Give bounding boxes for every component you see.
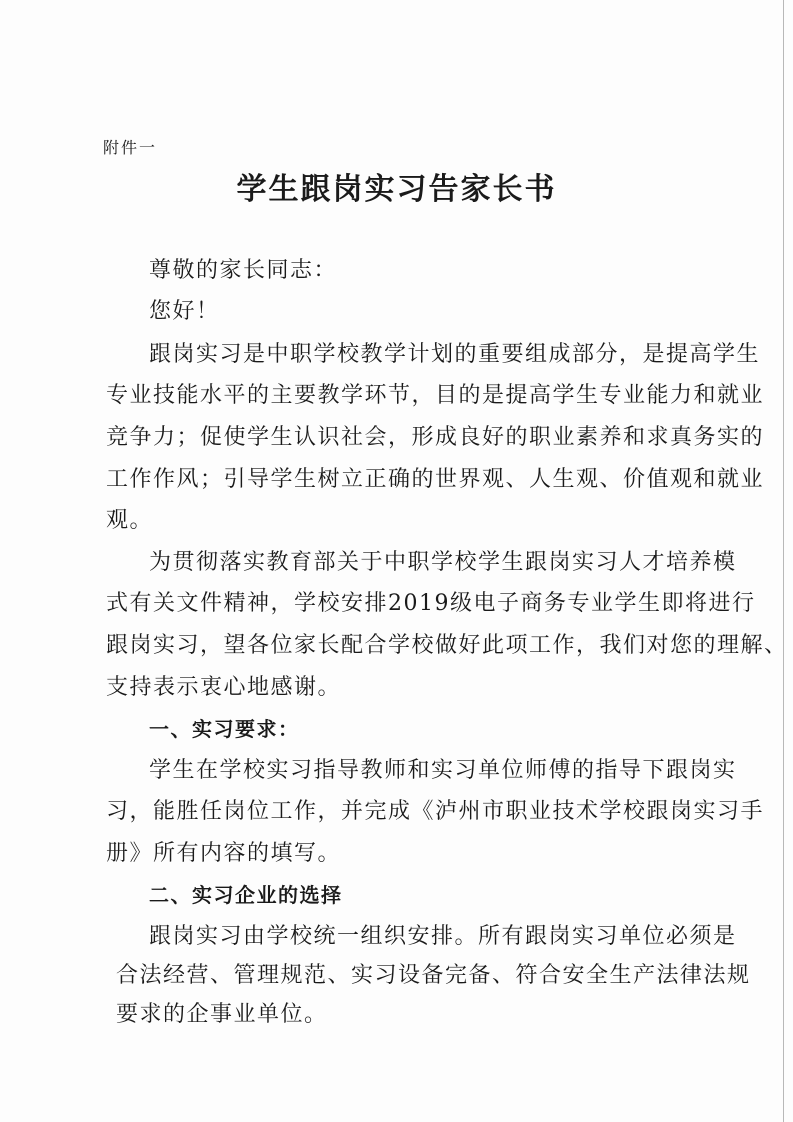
section1-line: 册》所有内容的填写。 xyxy=(106,841,342,866)
scan-edge-divider xyxy=(783,0,784,1122)
paragraph1-line: 专业技能水平的主要教学环节，目的是提高学生专业能力和就业 xyxy=(106,383,765,408)
section2-line: 合法经营、管理规范、实习设备完备、符合安全生产法律法规 xyxy=(116,963,751,988)
paragraph2-line: 跟岗实习，望各位家长配合学校做好此项工作，我们对您的理解、 xyxy=(106,633,788,658)
attachment-label: 附件一 xyxy=(103,138,158,157)
paragraph2-line: 式有关文件精神，学校安排2019级电子商务专业学生即将进行 xyxy=(106,591,756,616)
paragraph1-line: 观。 xyxy=(106,508,154,533)
section1-heading: 一、实习要求： xyxy=(149,717,300,741)
section1-line: 学生在学校实习指导教师和实习单位师傅的指导下跟岗实 xyxy=(149,758,737,783)
section2-heading: 二、实习企业的选择 xyxy=(149,883,343,907)
paragraph1-line: 竞争力；促使学生认识社会，形成良好的职业素养和求真务实的 xyxy=(106,425,765,450)
salutation: 尊敬的家长同志： xyxy=(149,258,338,283)
paragraph2-line: 为贯彻落实教育部关于中职学校学生跟岗实习人才培养模 xyxy=(149,550,737,575)
paragraph2-line: 支持表示衷心地感谢。 xyxy=(106,675,342,700)
greeting: 您好！ xyxy=(149,299,220,324)
section2-line: 跟岗实习由学校统一组织安排。所有跟岗实习单位必须是 xyxy=(149,924,737,949)
section2-line: 要求的企事业单位。 xyxy=(116,1002,328,1027)
section1-line: 习，能胜任岗位工作，并完成《泸州市职业技术学校跟岗实习手 xyxy=(106,799,765,824)
document-title: 学生跟岗实习告家长书 xyxy=(236,172,557,207)
paragraph1-line: 跟岗实习是中职学校教学计划的重要组成部分，是提高学生 xyxy=(149,342,761,367)
paragraph1-line: 工作作风；引导学生树立正确的世界观、人生观、价值观和就业 xyxy=(106,467,765,492)
